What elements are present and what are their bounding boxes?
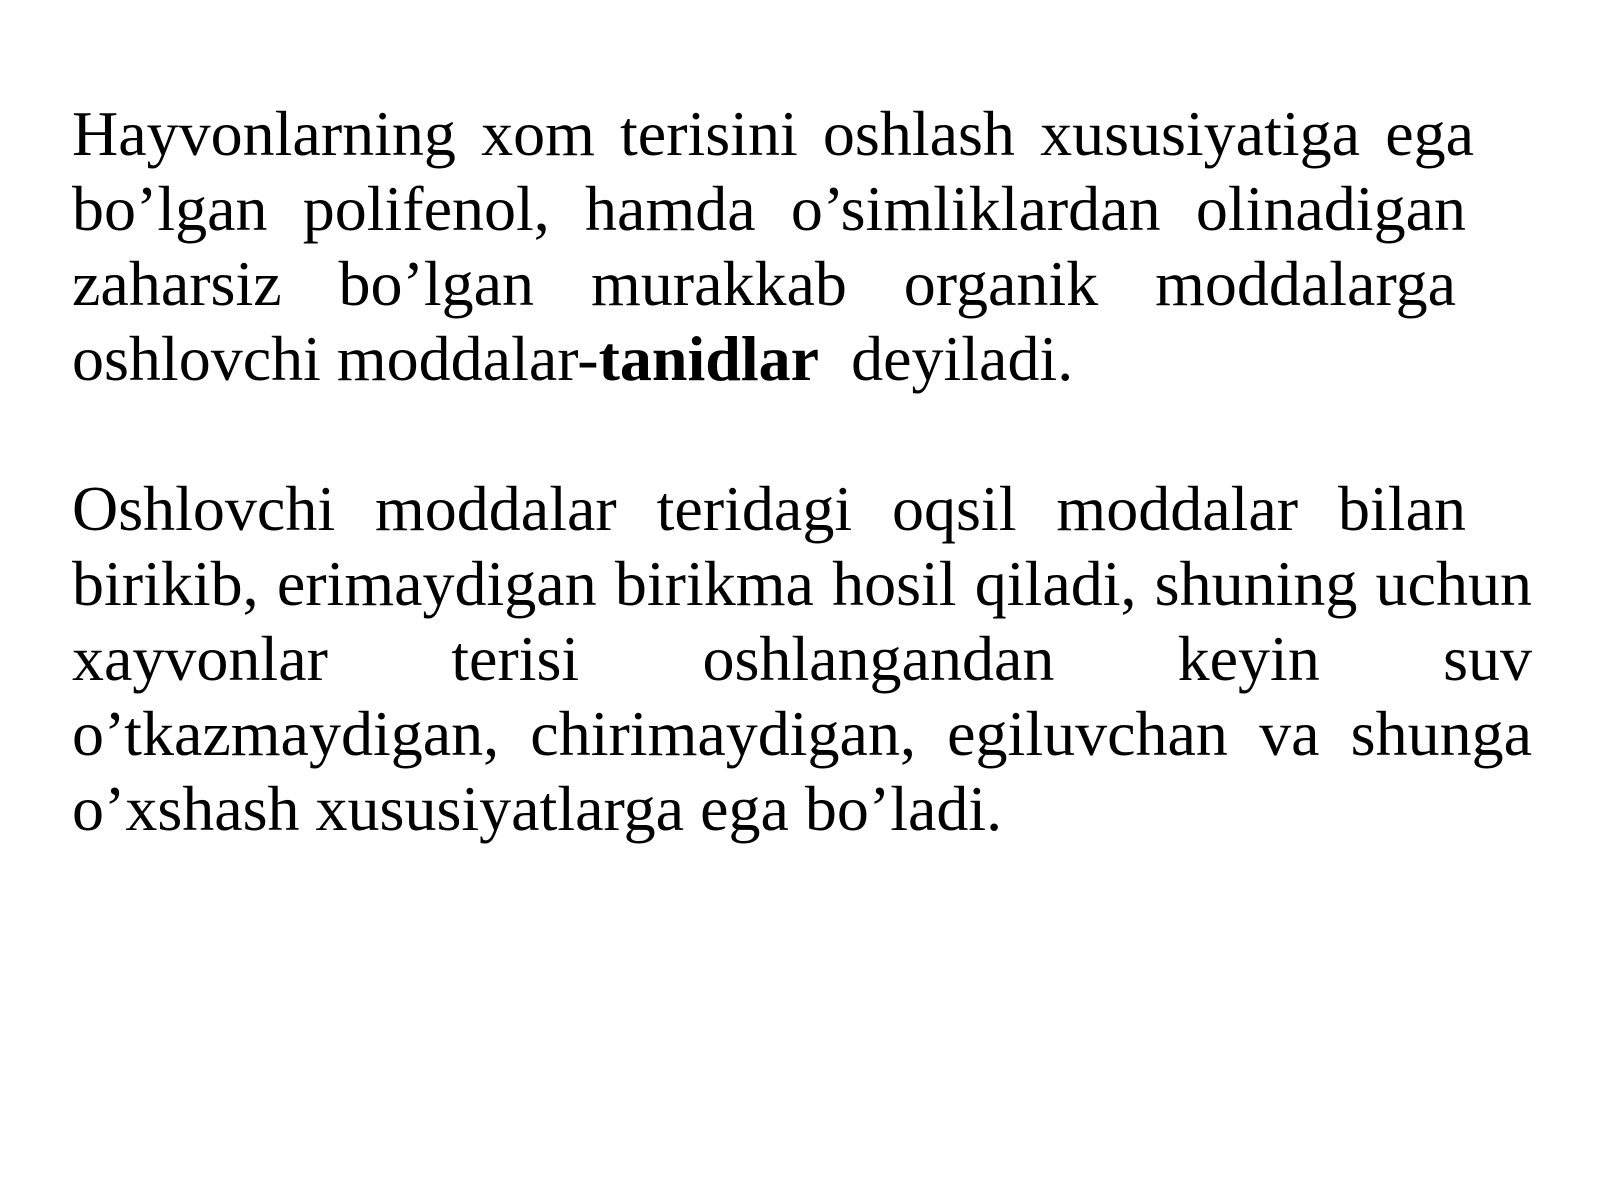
word: oshlangandan [702,623,1055,694]
word: ega [1385,98,1474,169]
word: shuning [1154,548,1358,619]
word: bilan [1338,473,1466,544]
word: hamda [585,173,756,244]
word: qiladi, [974,548,1137,619]
word: terisini [620,98,798,169]
word: moddalarga [1155,248,1456,319]
word: o’simliklardan [790,173,1161,244]
word: keyin [1177,623,1320,694]
word: va [1259,698,1320,769]
word: chirimaydigan, [530,698,916,769]
word: oqsil [892,473,1017,544]
line-text: o’xshash xususiyatlarga ega bo’ladi. [72,773,1003,844]
word: terisi [451,623,580,694]
word: organik [903,248,1099,319]
text-line [72,321,1532,396]
word: oshlash [822,98,1015,169]
word: birikib, [72,548,259,619]
word: xom [481,98,595,169]
text-line [72,621,1532,696]
word: bo’lgan [338,248,535,319]
paragraph-tanidlar-definition [72,96,1532,396]
word: uchun [1375,548,1532,619]
paragraph-tanning-properties [72,471,1532,846]
word: shunga [1350,698,1532,769]
text-line [72,696,1532,771]
word: polifenol, [302,173,550,244]
word: olinadigan [1195,173,1466,244]
word: Oshlovchi [72,473,336,544]
word: bo’lgan [72,173,268,244]
text-line [72,546,1532,621]
line-suffix: deyiladi. [819,323,1074,394]
word: murakkab [590,248,847,319]
word: Hayvonlarning [72,98,456,169]
word: xususiyatiga [1040,98,1361,169]
word: suv [1443,623,1532,694]
text-line [72,471,1466,546]
word: zaharsiz [72,248,282,319]
word: egiluvchan [947,698,1228,769]
text-line [72,246,1456,321]
word: hosil [832,548,957,619]
word: birikma [614,548,814,619]
word: erimaydigan [276,548,597,619]
word: moddalar [1056,473,1299,544]
word: o’tkazmaydigan, [72,698,500,769]
word: teridagi [656,473,853,544]
word: xayvonlar [72,623,328,694]
word: moddalar [375,473,617,544]
term-tanidlar: tanidlar [598,323,820,394]
text-line [72,771,1532,846]
text-line [72,171,1466,246]
line-prefix: oshlovchi moddalar- [72,323,599,394]
text-line [72,96,1474,171]
